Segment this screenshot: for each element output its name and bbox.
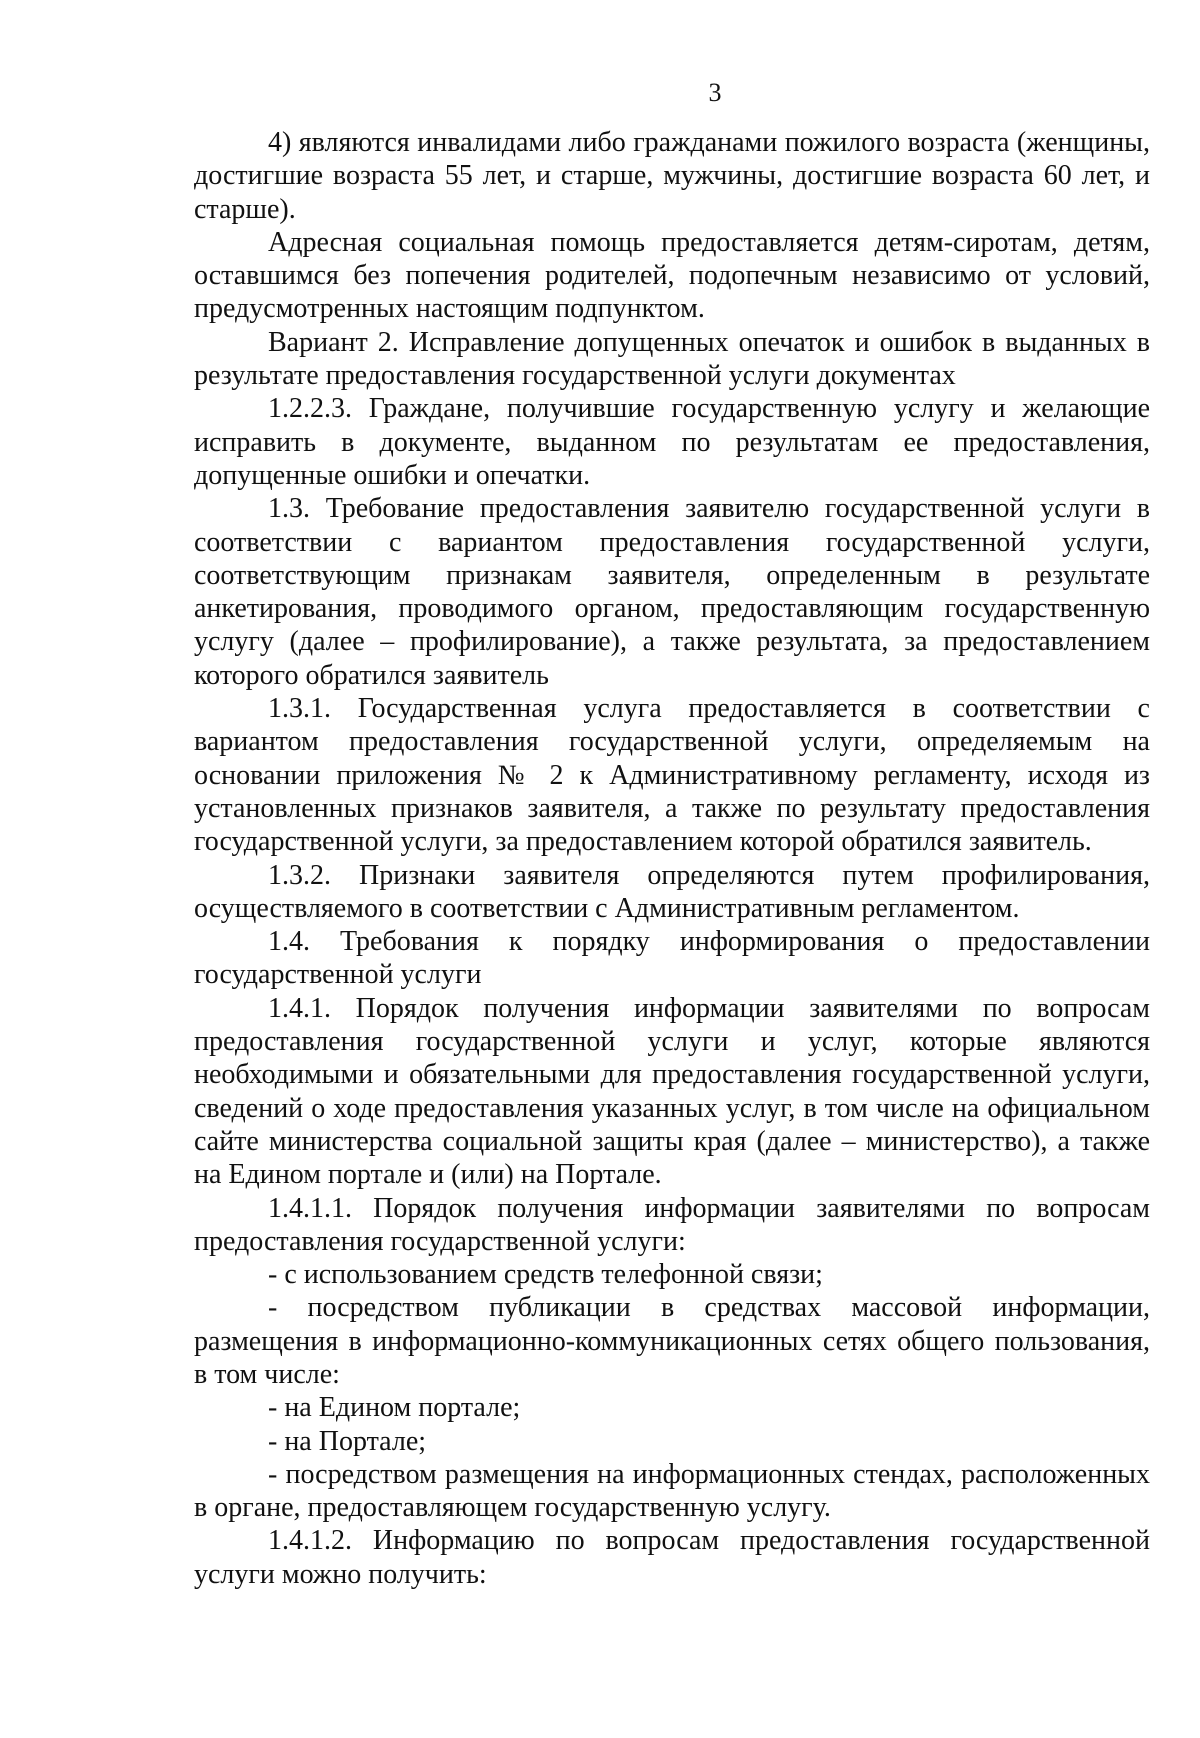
list-item-publication: - посредством публикации в средствах массовой информации, размещения в информационно-коммуникационных сетях общего пользования, в том числе: bbox=[194, 1292, 1150, 1390]
list-item-portal: - на Портале; bbox=[268, 1425, 427, 1457]
paragraph-1-4-1: 1.4.1. Порядок получения информации заявителями по вопросам предоставления государственной услуги и услуг, которые являются необходимыми и обязательными для предоставления государственной услуги, сведений о ходе предоставления указанных услуг, в том числе на официальном сайте министерства социальной защиты края (далее – министерство), а также на Едином портале и (или) на Портале. bbox=[194, 992, 1150, 1191]
paragraph-1-3: 1.3. Требование предоставления заявителю государственной услуги в соответствии с вариантом предоставления государственной услуги, соответствующим признакам заявителя, определенным в результате анкетирования, проводимого органом, предоставляющим государственную услугу (далее – профилирование), а также результата, за предоставлением которого обратился заявитель bbox=[194, 493, 1150, 691]
paragraph-1-4: 1.4. Требования к порядку информирования о предоставлении государственной услуги bbox=[194, 926, 1150, 991]
paragraph-1-4-1-1: 1.4.1.1. Порядок получения информации заявителями по вопросам предоставления государственной услуги: bbox=[194, 1192, 1150, 1257]
paragraph-1-3-1: 1.3.1. Государственная услуга предоставляется в соответствии с вариантом предоставления государственной услуги, определяемым на основании приложения № 2 к Административному регламенту, исходя из установленных признаков заявителя, а также по результату предоставления государственной услуги, за предоставлением которой обратился заявитель. bbox=[194, 693, 1150, 858]
paragraph-item-4: 4) являются инвалидами либо гражданами пожилого возраста (женщины, достигшие возраста 55 лет, и старше, мужчины, достигшие возраста 60 лет, и старше). bbox=[194, 127, 1150, 225]
document-body bbox=[194, 126, 1150, 1591]
paragraph-1-4-1-2: 1.4.1.2. Информацию по вопросам предоставления государственной услуги можно получить: bbox=[194, 1525, 1150, 1590]
page-number: 3 bbox=[708, 78, 722, 107]
paragraph-1-3-2: 1.3.2. Признаки заявителя определяются путем профилирования, осуществляемого в соответствии с Административным регламентом. bbox=[194, 859, 1150, 924]
list-item-phone: - с использованием средств телефонной связи; bbox=[268, 1259, 823, 1291]
paragraph-targeted-assistance: Адресная социальная помощь предоставляется детям-сиротам, детям, оставшимся без попечения родителей, подопечным независимо от условий, предусмотренных настоящим подпунктом. bbox=[194, 226, 1150, 325]
list-item-unified-portal: - на Едином портале; bbox=[268, 1392, 521, 1424]
paragraph-variant-2-heading: Вариант 2. Исправление допущенных опечаток и ошибок в выданных в результате предоставления государственной услуги документах bbox=[194, 326, 1150, 392]
paragraph-1-2-2-3: 1.2.2.3. Граждане, получившие государственную услугу и желающие исправить в документе, выданном по результатам ее предоставления, допущенные ошибки и опечатки. bbox=[194, 393, 1150, 491]
list-item-stands: - посредством размещения на информационных стендах, расположенных в органе, предоставляющем государственную услугу. bbox=[194, 1458, 1150, 1524]
